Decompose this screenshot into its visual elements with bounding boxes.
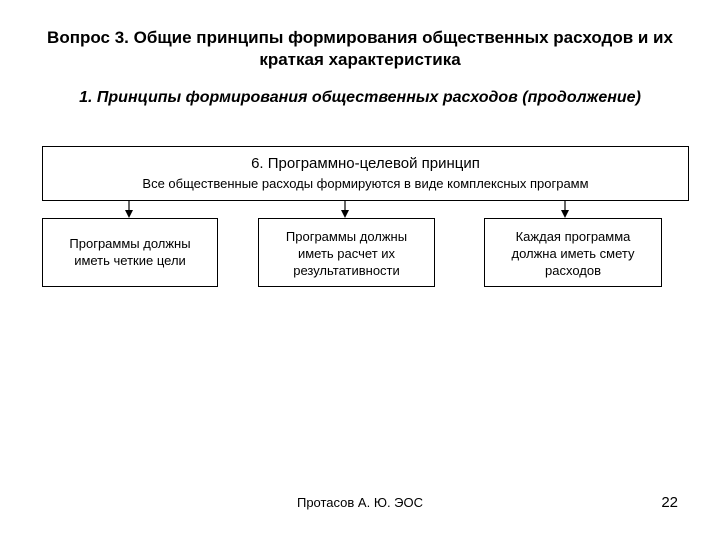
child-box-goals (42, 218, 218, 287)
child-box-budget-text: Каждая программа должна иметь смету расходов (511, 229, 635, 278)
arrow-to-box-3 (561, 201, 569, 218)
arrow-to-box-1 (125, 201, 133, 218)
main-principle-description: Все общественные расходы формируются в виде комплексных программ (142, 176, 589, 191)
child-box-effectiveness-text: Программы должны иметь расчет их результативности (285, 229, 408, 278)
child-box-goals-text: Программы должны иметь четкие цели (69, 235, 191, 268)
page-number: 22 (661, 494, 678, 511)
arrow-to-box-2 (341, 201, 349, 218)
slide-subtitle: 1. Принципы формирования общественных расходов (продолжение) (79, 89, 641, 106)
main-principle-heading: 6. Программно-целевой принцип (251, 155, 480, 172)
slide-title: Вопрос 3. Общие принципы формирования общественных расходов и их краткая характеристика (47, 28, 673, 69)
child-box-effectiveness (258, 218, 435, 287)
child-box-budget (484, 218, 662, 287)
footer-author: Протасов А. Ю. ЭОС (296, 495, 424, 510)
main-principle-box (42, 146, 689, 201)
